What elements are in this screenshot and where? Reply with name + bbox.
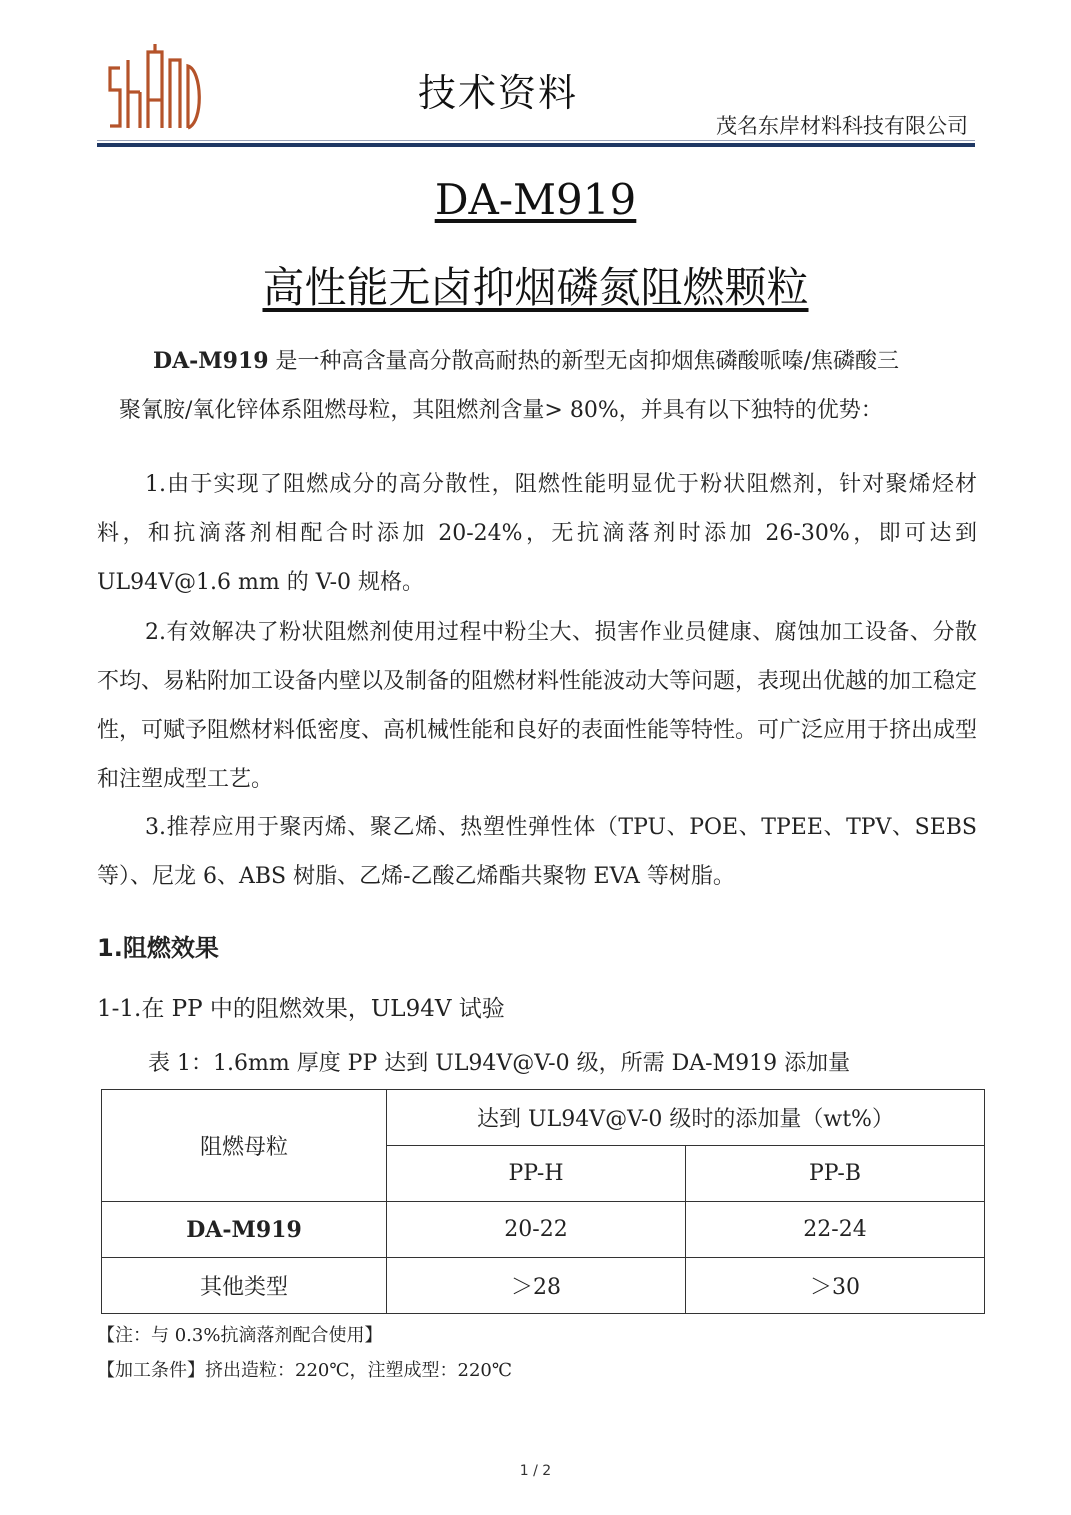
- table-header-group: 达到 UL94V@V-0 级时的添加量（wt%）: [387, 1090, 985, 1146]
- table-cell-value: ＞30: [686, 1258, 985, 1314]
- table-cell-name: DA-M919: [102, 1202, 387, 1258]
- header-divider-thin: [97, 140, 975, 141]
- table-cell-name: 其他类型: [102, 1258, 387, 1314]
- advantage-point-3: 3.推荐应用于聚丙烯、聚乙烯、热塑性弹性体（TPU、POE、TPEE、TPV、SEBS 等）、尼龙 6、ABS 树脂、乙烯-乙酸乙烯酯共聚物 EVA 等树脂。: [97, 815, 977, 889]
- intro-line-1: [97, 337, 977, 386]
- table-cell-value: ＞28: [387, 1258, 686, 1314]
- table-cell-value: 20-22: [387, 1202, 686, 1258]
- table-row: [102, 1202, 985, 1258]
- header-divider-thick: [97, 143, 975, 147]
- subsection-heading: 1-1.在 PP 中的阻燃效果，UL94V 试验: [97, 996, 505, 1022]
- advantage-point-1: 1.由于实现了阻燃成分的高分散性，阻燃性能明显优于粉状阻燃剂，针对聚烯烃材料，和抗滴落剂相配合时添加 20-24%，无抗滴落剂时添加 26-30%，即可达到 UL94V@1.6 mm 的 V-0 规格。: [97, 472, 977, 595]
- product-code-title: [0, 175, 1071, 224]
- company-name: 茂名东岸材料科技有限公司: [716, 114, 968, 138]
- table-col-pp-b: PP-B: [686, 1146, 985, 1202]
- table-row: [102, 1258, 985, 1314]
- company-logo: [106, 42, 206, 140]
- product-name: 高性能无卤抑烟磷氮阻燃颗粒: [262, 263, 809, 312]
- page-number: 1 / 2: [519, 1463, 552, 1479]
- table-col-pp-h: PP-H: [387, 1146, 686, 1202]
- table-note: 【注：与 0.3%抗滴落剂配合使用】: [97, 1325, 383, 1346]
- processing-conditions-note: 【加工条件】挤出造粒：220℃，注塑成型：220℃: [97, 1360, 512, 1381]
- product-name-title: [0, 255, 1071, 315]
- advantage-point-2: 2.有效解决了粉状阻燃剂使用过程中粉尘大、损害作业员健康、腐蚀加工设备、分散不均、易粘附加工设备内壁以及制备的阻燃材料性能波动大等问题，表现出优越的加工稳定性，可赋予阻燃材料低密度、高机械性能和良好的表面性能等特性。可广泛应用于挤出成型和注塑成型工艺。: [97, 620, 978, 792]
- table-header-label: 阻燃母粒: [102, 1090, 387, 1202]
- intro-paragraph: [97, 337, 977, 435]
- table-caption: 表 1：1.6mm 厚度 PP 达到 UL94V@V-0 级，所需 DA-M919 添加量: [148, 1051, 851, 1076]
- shando-logo-icon: [106, 42, 206, 140]
- table-cell-value: 22-24: [686, 1202, 985, 1258]
- document-type: 技术资料: [418, 71, 579, 115]
- table-header-row: [102, 1090, 985, 1146]
- intro-line-2: 聚氰胺/氧化锌体系阻燃母粒，其阻燃剂含量> 80%，并具有以下独特的优势：: [119, 398, 883, 423]
- section-heading: 1.阻燃效果: [97, 934, 219, 962]
- product-code-prefix: DA-M: [434, 175, 557, 224]
- product-code-suffix: 919: [556, 175, 637, 224]
- intro-line-1-text: 是一种高含量高分散高耐热的新型无卤抑烟焦磷酸哌嗪/焦磷酸三: [268, 349, 899, 374]
- intro-lead: DA-M919: [153, 348, 269, 374]
- flame-retardant-table: [101, 1089, 985, 1314]
